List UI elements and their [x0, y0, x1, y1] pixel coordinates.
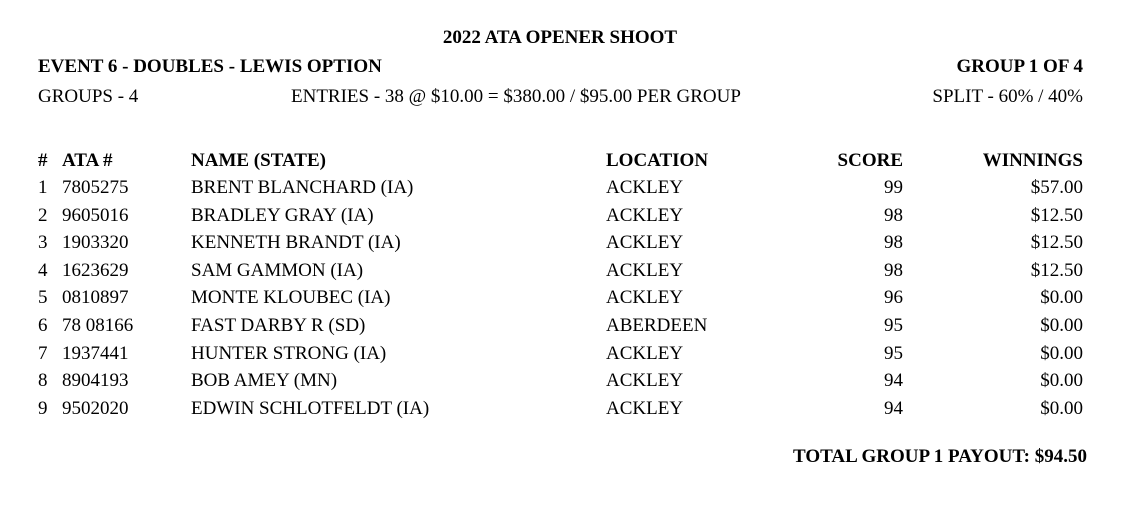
row-name: BRENT BLANCHARD (IA) — [191, 177, 414, 198]
row-name: BOB AMEY (MN) — [191, 370, 338, 392]
row-score: 98 — [884, 204, 903, 226]
row-winnings: $12.50 — [1030, 204, 1083, 226]
table-row — [0, 233, 1125, 261]
row-ata-number: 7805275 — [62, 177, 129, 198]
table-row — [0, 288, 1125, 316]
row-rank: 8 — [38, 370, 48, 392]
column-header-ata: ATA # — [62, 150, 113, 171]
row-name: SAM GAMMON (IA) — [191, 259, 364, 281]
row-rank: 2 — [38, 204, 48, 226]
payout-split: SPLIT - 60% / 40% — [932, 86, 1083, 107]
row-location: ACKLEY — [606, 397, 684, 419]
row-location: ACKLEY — [606, 342, 684, 364]
row-winnings: $0.00 — [1040, 342, 1083, 364]
row-score: 98 — [884, 232, 903, 254]
row-rank: 9 — [38, 397, 48, 419]
row-rank: 4 — [38, 259, 48, 281]
row-rank: 1 — [38, 177, 48, 198]
row-location: ACKLEY — [606, 287, 684, 309]
row-winnings: $0.00 — [1040, 370, 1083, 392]
row-name: MONTE KLOUBEC (IA) — [191, 287, 391, 309]
row-ata-number: 8904193 — [62, 370, 129, 392]
table-row — [0, 261, 1125, 289]
row-ata-number: 9502020 — [62, 397, 129, 419]
entries-summary: ENTRIES - 38 @ $10.00 = $380.00 / $95.00 PER GROUP — [291, 86, 741, 107]
row-location: ACKLEY — [606, 370, 684, 392]
row-name: HUNTER STRONG (IA) — [191, 342, 387, 364]
row-location: ACKLEY — [606, 204, 684, 226]
row-winnings: $57.00 — [1030, 177, 1083, 198]
row-score: 98 — [884, 259, 903, 281]
row-score: 94 — [884, 370, 903, 392]
results-table — [0, 178, 1125, 426]
groups-count: GROUPS - 4 — [38, 86, 139, 107]
row-winnings: $12.50 — [1030, 232, 1083, 254]
table-row — [0, 178, 1125, 206]
row-ata-number: 78 08166 — [62, 314, 134, 336]
row-ata-number: 1937441 — [62, 342, 129, 364]
row-location: ABERDEEN — [606, 314, 708, 336]
row-score: 96 — [884, 287, 903, 309]
table-row — [0, 344, 1125, 372]
row-ata-number: 9605016 — [62, 204, 129, 226]
row-winnings: $12.50 — [1030, 259, 1083, 281]
row-location: ACKLEY — [606, 232, 684, 254]
table-row — [0, 206, 1125, 234]
row-name: KENNETH BRANDT (IA) — [191, 232, 401, 254]
row-name: EDWIN SCHLOTFELDT (IA) — [191, 397, 430, 419]
row-score: 95 — [884, 342, 903, 364]
column-header-winnings: WINNINGS — [982, 150, 1083, 171]
row-score: 95 — [884, 314, 903, 336]
row-rank: 6 — [38, 314, 48, 336]
row-rank: 5 — [38, 287, 48, 309]
table-row — [0, 316, 1125, 344]
column-header-score: SCORE — [837, 150, 903, 171]
group-total-payout: TOTAL GROUP 1 PAYOUT: $94.50 — [792, 446, 1087, 467]
event-name: EVENT 6 - DOUBLES - LEWIS OPTION — [38, 56, 382, 77]
row-ata-number: 1623629 — [62, 259, 129, 281]
row-winnings: $0.00 — [1040, 397, 1083, 419]
table-row — [0, 399, 1125, 427]
row-location: ACKLEY — [606, 177, 684, 198]
document-title: 2022 ATA OPENER SHOOT — [442, 27, 678, 48]
row-score: 94 — [884, 397, 903, 419]
column-header-name: NAME (STATE) — [191, 150, 326, 171]
column-header-rank: # — [38, 150, 48, 171]
row-ata-number: 1903320 — [62, 232, 129, 254]
row-winnings: $0.00 — [1040, 314, 1083, 336]
table-row — [0, 371, 1125, 399]
row-name: FAST DARBY R (SD) — [191, 314, 366, 336]
row-rank: 7 — [38, 342, 48, 364]
row-winnings: $0.00 — [1040, 287, 1083, 309]
row-name: BRADLEY GRAY (IA) — [191, 204, 374, 226]
group-indicator: GROUP 1 OF 4 — [956, 56, 1083, 77]
row-ata-number: 0810897 — [62, 287, 129, 309]
row-rank: 3 — [38, 232, 48, 254]
row-score: 99 — [884, 177, 903, 198]
column-header-location: LOCATION — [606, 150, 709, 171]
row-location: ACKLEY — [606, 259, 684, 281]
